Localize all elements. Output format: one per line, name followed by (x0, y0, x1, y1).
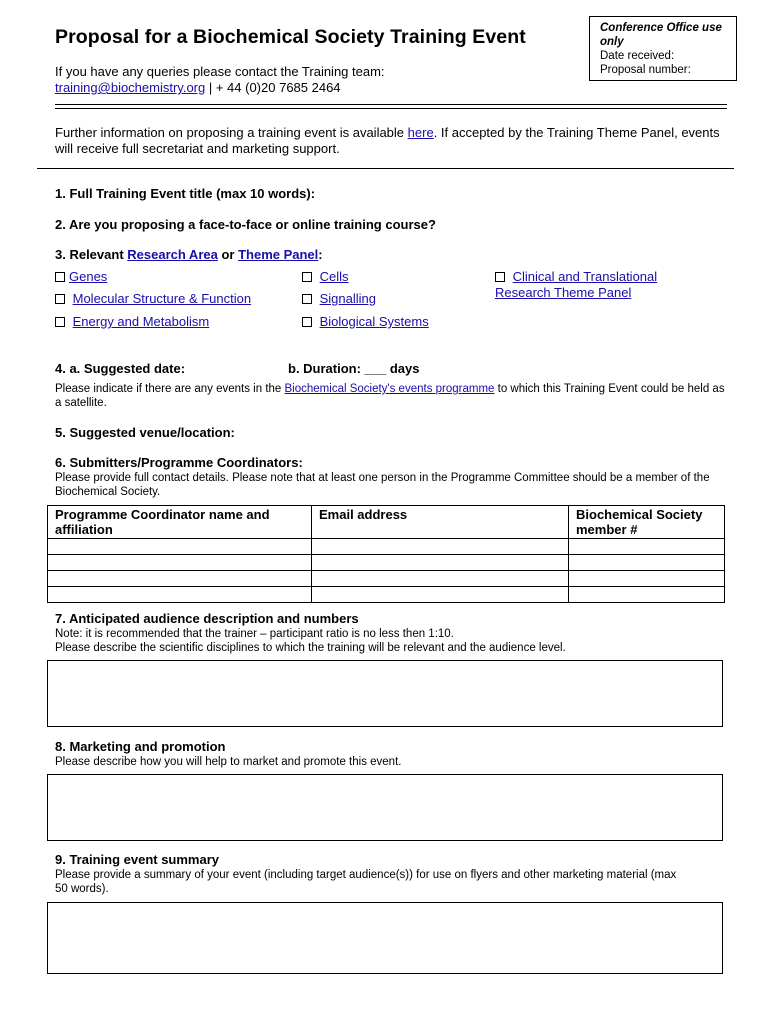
cells-checkbox[interactable] (302, 272, 312, 282)
events-programme-link[interactable]: Biochemical Society's events programme (284, 383, 495, 395)
option-clinical[interactable] (495, 269, 685, 301)
proposal-number-label: Proposal number: (600, 64, 691, 76)
email-cell[interactable] (312, 555, 569, 571)
q9-heading: 9. Training event summary (55, 852, 220, 867)
contact-phone: | + 44 (0)20 7685 2464 (205, 80, 341, 95)
q7-notes (55, 627, 727, 655)
name-cell[interactable] (48, 571, 312, 587)
office-use-box (589, 16, 737, 81)
member-cell[interactable] (569, 539, 725, 555)
clinical-checkbox[interactable] (495, 272, 505, 282)
q8-note: Please describe how you will help to market and promote this event. (55, 756, 402, 768)
column-header-name: Programme Coordinator name and affiliation (48, 506, 312, 539)
q2-format-label: 2. Are you proposing a face-to-face or online training course? (55, 217, 436, 232)
contact-block (55, 64, 385, 96)
contact-intro: If you have any queries please contact the Training team: (55, 64, 385, 79)
research-area-link[interactable]: Research Area (127, 247, 218, 262)
option-cells[interactable] (302, 269, 349, 284)
cells-link[interactable]: Cells (319, 269, 349, 284)
q4-satellite-note: Please indicate if there are any events in the Biochemical Society's events programme to which this Training Event could be held as a satellite. (55, 383, 725, 409)
q6-note: Please provide full contact details. Please note that at least one person in the Programme Committee should be a member of the Biochemical Society. (55, 472, 710, 498)
q1-title-label: 1. Full Training Event title (max 10 words): (55, 186, 316, 201)
info-paragraph: Further information on proposing a training event is available here. If accepted by the Training Theme Panel, events will receive full secretariat and marketing support. (55, 125, 720, 156)
column-header-member: Biochemical Society member # (569, 506, 725, 539)
molecular-link[interactable]: Molecular Structure & Function (72, 291, 252, 306)
q6-heading: 6. Submitters/Programme Coordinators: (55, 455, 303, 470)
option-molecular[interactable] (55, 291, 251, 306)
name-cell[interactable] (48, 555, 312, 571)
email-cell[interactable] (312, 571, 569, 587)
table-row[interactable] (48, 539, 725, 555)
date-received-label: Date received: (600, 50, 675, 62)
q3-research-area-label: 3. Relevant Research Area or Theme Panel: (55, 247, 323, 262)
column-header-email: Email address (312, 506, 569, 539)
option-genes[interactable] (55, 269, 107, 284)
info-divider (37, 168, 734, 169)
header-divider (55, 104, 727, 109)
table-row[interactable] (48, 571, 725, 587)
genes-checkbox[interactable] (55, 272, 65, 282)
biosystems-checkbox[interactable] (302, 317, 312, 327)
info-here-link[interactable]: here (407, 125, 434, 140)
q5-venue-label: 5. Suggested venue/location: (55, 425, 235, 440)
marketing-textbox[interactable] (47, 774, 723, 841)
signalling-link[interactable]: Signalling (319, 291, 376, 306)
training-email-link[interactable]: training@biochemistry.org (55, 80, 206, 95)
page-title: Proposal for a Biochemical Society Training Event (55, 26, 526, 48)
biosystems-link[interactable]: Biological Systems (319, 314, 429, 329)
theme-panel-link[interactable]: Theme Panel (238, 247, 319, 262)
energy-checkbox[interactable] (55, 317, 65, 327)
option-biosystems[interactable] (302, 314, 429, 329)
table-row[interactable] (48, 587, 725, 603)
molecular-checkbox[interactable] (55, 294, 65, 304)
clinical-link[interactable]: Clinical and Translational Research Theme Panel (495, 269, 658, 300)
office-use-heading: Conference Office use only (600, 22, 722, 48)
email-cell[interactable] (312, 587, 569, 603)
q7-heading: 7. Anticipated audience description and numbers (55, 611, 359, 626)
email-cell[interactable] (312, 539, 569, 555)
q4-date-label: 4. a. Suggested date: (55, 361, 186, 376)
q8-heading: 8. Marketing and promotion (55, 739, 226, 754)
q9-note: Please provide a summary of your event (including target audience(s)) for use on flyers and other marketing material (max 50 words). (55, 869, 677, 895)
table-row[interactable] (48, 555, 725, 571)
name-cell[interactable] (48, 587, 312, 603)
member-cell[interactable] (569, 571, 725, 587)
member-cell[interactable] (569, 587, 725, 603)
table-header-row (48, 506, 725, 539)
q4-duration-label: b. Duration: ___ days (288, 361, 420, 376)
audience-textbox[interactable] (47, 660, 723, 727)
q7-disciplines-note: Please describe the scientific disciplines to which the training will be relevant and the audience level. (55, 642, 566, 654)
energy-link[interactable]: Energy and Metabolism (72, 314, 210, 329)
coordinators-table (47, 505, 725, 603)
option-signalling[interactable] (302, 291, 376, 306)
option-energy[interactable] (55, 314, 209, 329)
signalling-checkbox[interactable] (302, 294, 312, 304)
q7-ratio-note: Note: it is recommended that the trainer – participant ratio is no less then 1:10. (55, 628, 454, 640)
member-cell[interactable] (569, 555, 725, 571)
genes-link[interactable]: Genes (69, 269, 108, 284)
name-cell[interactable] (48, 539, 312, 555)
summary-textbox[interactable] (47, 902, 723, 974)
